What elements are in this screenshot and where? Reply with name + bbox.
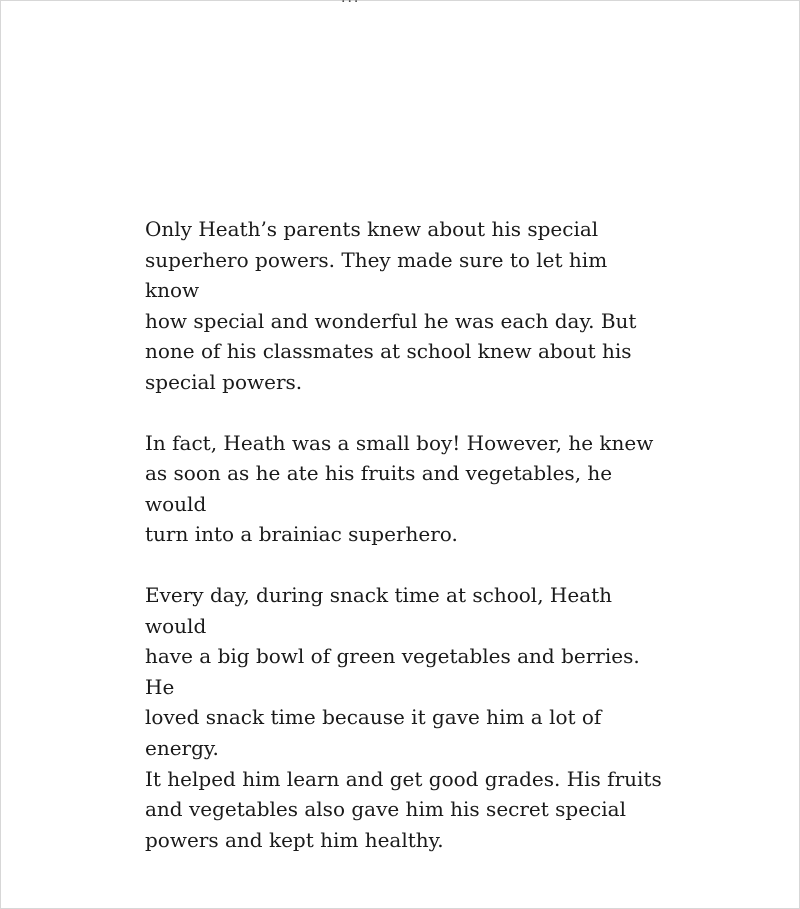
paragraph-1: Only Heath’s parents knew about his special superhero powers. They made sure to let him know how special and wonderful he was each day. But none of his classmates at school knew about his special powers. bbox=[145, 217, 637, 394]
paragraph-2: In fact, Heath was a small boy! However, he knew as soon as he ate his fruits and vegetables, he would turn into a brainiac superhero. bbox=[145, 430, 654, 547]
paragraph-3: Every day, during snack time at school, Heath would have a big bowl of green vegetables and berries. He loved snack time because it gave him a lot of energy. It helped him learn and get good grades. His fruits and vegetables also gave him his secret special powers and kept him healthy. bbox=[145, 582, 662, 852]
page-content bbox=[145, 214, 665, 855]
top-text-fragment bbox=[341, 0, 360, 5]
